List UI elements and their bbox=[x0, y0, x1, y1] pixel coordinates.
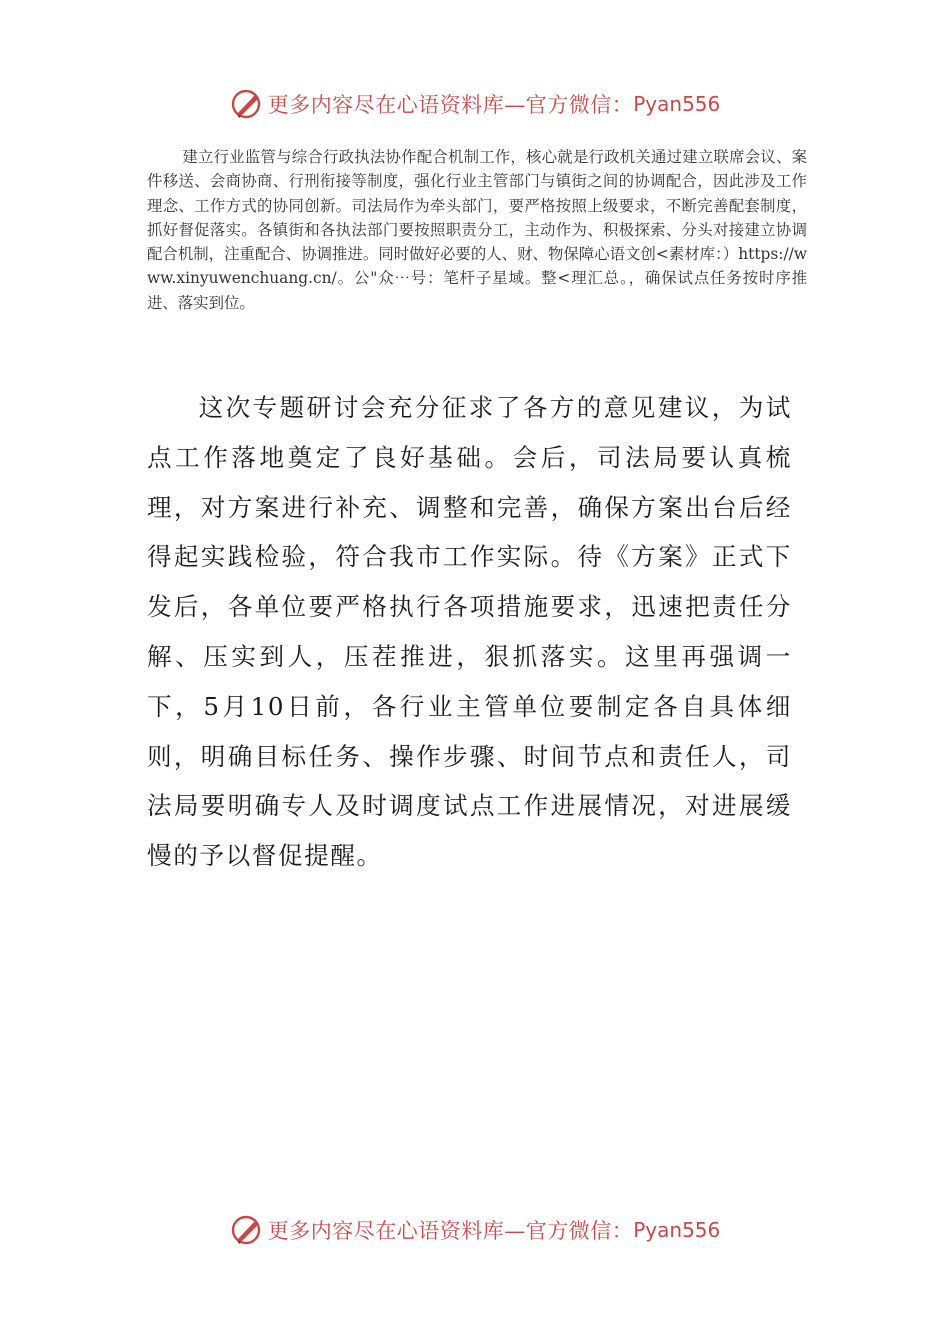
paragraph-main: 这次专题研讨会充分征求了各方的意见建议，为试点工作落地奠定了良好基础。会后，司法局要认真梳理，对方案进行补充、调整和完善，确保方案出台后经得起实践检验，符合我市工作实际。待《方案》正式下发后，各单位要严格执行各项措施要求，迅速把责任分解、压实到人，压茬推进，狠抓落实。这里再强调一下，5月10日前，各行业主管单位要制定各自具体细则，明确目标任务、操作步骤、时间节点和责任人，司法局要明确专人及时调度试点工作进展情况，对进展缓慢的予以督促提醒。 bbox=[147, 393, 792, 871]
paragraph-small: 建立行业监管与综合行政执法协作配合机制工作，核心就是行政机关通过建立联席会议、案件移送、会商协商、行刑衔接等制度，强化行业主管部门与镇街之间的协调配合，因此涉及工作理念、工作方式的协同创新。司法局作为牵头部门，要严格按照上级要求，不断完善配套制度，抓好督促落实。各镇街和各执法部门要按照职责分工，主动作为、积极探索、分头对接建立协调配合机制，注重配合、协调推进。同时做好必要的人、财、物保障心语文创<素材库：）https://www.xinyuwenchuang.cn/。公"众⋯号：笔杆子星域。整<理汇总。，确保试点任务按时序推进、落实到位。 bbox=[147, 148, 807, 312]
footer-banner bbox=[0, 1208, 950, 1252]
banner-handle: Pyan556 bbox=[633, 92, 721, 116]
header-banner bbox=[0, 82, 950, 126]
banner-text: 更多内容尽在心语资料库—官方微信： bbox=[267, 93, 634, 117]
pen-logo-icon bbox=[230, 1213, 264, 1247]
pen-logo-icon bbox=[230, 87, 264, 121]
banner-handle: Pyan556 bbox=[633, 1218, 721, 1242]
banner-text: 更多内容尽在心语资料库—官方微信： bbox=[267, 1219, 634, 1243]
